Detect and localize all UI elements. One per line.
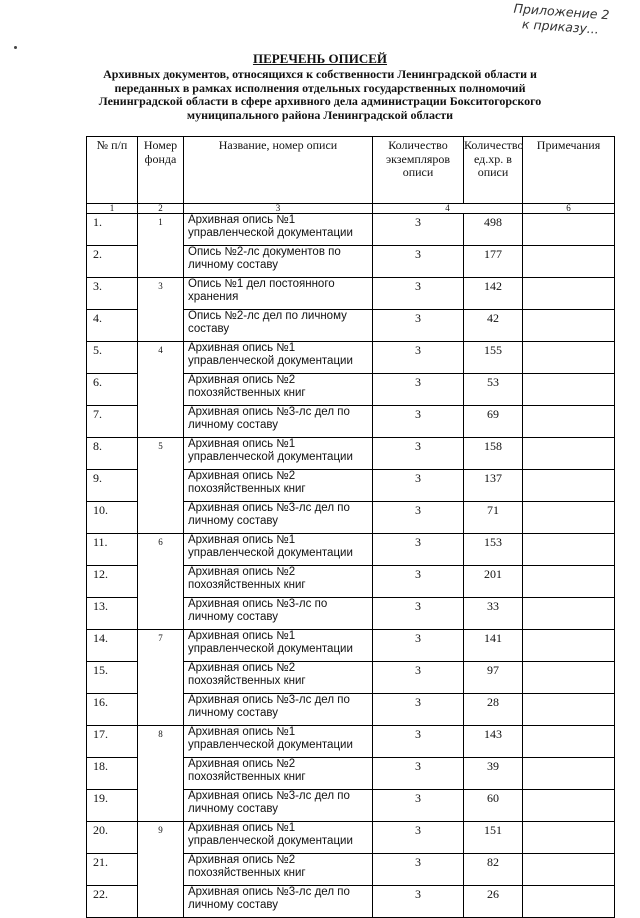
notes-cell (523, 854, 615, 886)
inventory-name: Архивная опись №1 управленческой документации (184, 342, 373, 374)
table-header-row (87, 137, 615, 204)
row-number: 9. (87, 470, 138, 502)
inventory-name: Архивная опись №1 управленческой документации (184, 214, 373, 246)
notes-cell (523, 534, 615, 566)
inventory-name: Архивная опись №1 управленческой документации (184, 630, 373, 662)
row-number: 10. (87, 502, 138, 534)
table-row (87, 726, 615, 758)
row-number: 19. (87, 790, 138, 822)
fund-number: 9 (138, 822, 184, 918)
copies-count: 3 (373, 694, 464, 726)
notes-cell (523, 694, 615, 726)
storage-units-count: 141 (464, 630, 523, 662)
copies-count: 3 (373, 726, 464, 758)
inventory-name: Опись №2-лс дел по личному составу (184, 310, 373, 342)
header-name: Название, номер описи (184, 137, 373, 204)
row-number: 2. (87, 246, 138, 278)
col-number-1: 1 (87, 204, 138, 214)
row-number: 12. (87, 566, 138, 598)
storage-units-count: 158 (464, 438, 523, 470)
copies-count: 3 (373, 822, 464, 854)
row-number: 6. (87, 374, 138, 406)
inventory-name: Архивная опись №2 похозяйственных книг (184, 758, 373, 790)
notes-cell (523, 726, 615, 758)
document-title: ПЕРЕЧЕНЬ ОПИСЕЙ (252, 51, 388, 66)
notes-cell (523, 214, 615, 246)
notes-cell (523, 822, 615, 854)
notes-cell (523, 790, 615, 822)
row-number: 7. (87, 406, 138, 438)
table-row (87, 822, 615, 854)
copies-count: 3 (373, 342, 464, 374)
fund-number: 8 (138, 726, 184, 822)
notes-cell (523, 342, 615, 374)
copies-count: 3 (373, 502, 464, 534)
fund-number: 3 (138, 278, 184, 342)
storage-units-count: 71 (464, 502, 523, 534)
notes-cell (523, 246, 615, 278)
inventory-table (86, 136, 615, 918)
note-line-2: к приказу... (521, 16, 600, 37)
row-number: 22. (87, 886, 138, 918)
fund-number: 5 (138, 438, 184, 534)
storage-units-count: 97 (464, 662, 523, 694)
copies-count: 3 (373, 470, 464, 502)
table-row (87, 438, 615, 470)
notes-cell (523, 374, 615, 406)
row-number: 3. (87, 278, 138, 310)
storage-units-count: 143 (464, 726, 523, 758)
copies-count: 3 (373, 310, 464, 342)
table-row (87, 278, 615, 310)
notes-cell (523, 438, 615, 470)
copies-count: 3 (373, 758, 464, 790)
inventory-name: Архивная опись №1 управленческой документации (184, 822, 373, 854)
inventory-name: Архивная опись №3-лс дел по личному составу (184, 886, 373, 918)
row-number: 21. (87, 854, 138, 886)
notes-cell (523, 886, 615, 918)
inventory-name: Архивная опись №2 похозяйственных книг (184, 854, 373, 886)
storage-units-count: 155 (464, 342, 523, 374)
storage-units-count: 33 (464, 598, 523, 630)
notes-cell (523, 470, 615, 502)
inventory-name: Архивная опись №2 похозяйственных книг (184, 374, 373, 406)
inventory-name: Опись №1 дел постоянного хранения (184, 278, 373, 310)
document-subtitle: Архивных документов, относящихся к собственности Ленинградской области и переданных в рамках исполнения отдельных государственных полномочий Ленинградской области в сфере архивного дела администрации Бокситогорского муниципального района Ленинградской области (98, 67, 542, 122)
inventory-name: Архивная опись №3-лс дел по личному составу (184, 694, 373, 726)
storage-units-count: 60 (464, 790, 523, 822)
col-number-4: 4 (373, 204, 523, 214)
table-row (87, 342, 615, 374)
notes-cell (523, 630, 615, 662)
row-number: 11. (87, 534, 138, 566)
storage-units-count: 28 (464, 694, 523, 726)
row-number: 14. (87, 630, 138, 662)
header-fund: Номер фонда (138, 137, 184, 204)
storage-units-count: 137 (464, 470, 523, 502)
table-row (87, 214, 615, 246)
inventory-name: Архивная опись №2 похозяйственных книг (184, 470, 373, 502)
row-number: 16. (87, 694, 138, 726)
copies-count: 3 (373, 406, 464, 438)
fund-number: 6 (138, 534, 184, 630)
inventory-name: Архивная опись №1 управленческой документации (184, 726, 373, 758)
inventory-name: Архивная опись №3-лс дел по личному составу (184, 406, 373, 438)
table-row (87, 630, 615, 662)
copies-count: 3 (373, 278, 464, 310)
inventory-name: Архивная опись №2 похозяйственных книг (184, 566, 373, 598)
header-notes: Примечания (523, 137, 615, 204)
storage-units-count: 177 (464, 246, 523, 278)
storage-units-count: 498 (464, 214, 523, 246)
copies-count: 3 (373, 630, 464, 662)
row-number: 15. (87, 662, 138, 694)
inventory-name: Архивная опись №3-лс дел по личному составу (184, 502, 373, 534)
col-number-6: 6 (523, 204, 615, 214)
copies-count: 3 (373, 790, 464, 822)
notes-cell (523, 598, 615, 630)
fund-number: 4 (138, 342, 184, 438)
storage-units-count: 26 (464, 886, 523, 918)
inventory-name: Архивная опись №3-лс дел по личному составу (184, 790, 373, 822)
copies-count: 3 (373, 246, 464, 278)
notes-cell (523, 758, 615, 790)
note-line-1: Приложение 2 (513, 0, 610, 23)
storage-units-count: 151 (464, 822, 523, 854)
row-number: 13. (87, 598, 138, 630)
storage-units-count: 69 (464, 406, 523, 438)
notes-cell (523, 406, 615, 438)
col-number-2: 2 (138, 204, 184, 214)
header-number: № п/п (87, 137, 138, 204)
storage-units-count: 201 (464, 566, 523, 598)
copies-count: 3 (373, 566, 464, 598)
col-number-3: 3 (184, 204, 373, 214)
copies-count: 3 (373, 438, 464, 470)
handwritten-note (487, 0, 635, 39)
row-number: 4. (87, 310, 138, 342)
copies-count: 3 (373, 886, 464, 918)
storage-units-count: 42 (464, 310, 523, 342)
inventory-name: Архивная опись №1 управленческой документации (184, 438, 373, 470)
notes-cell (523, 502, 615, 534)
column-number-row (87, 204, 615, 214)
storage-units-count: 82 (464, 854, 523, 886)
header-units: Количество ед.хр. в описи (464, 137, 523, 204)
row-number: 8. (87, 438, 138, 470)
row-number: 17. (87, 726, 138, 758)
row-number: 18. (87, 758, 138, 790)
copies-count: 3 (373, 374, 464, 406)
row-number: 20. (87, 822, 138, 854)
copies-count: 3 (373, 534, 464, 566)
row-number: 5. (87, 342, 138, 374)
fund-number: 1 (138, 214, 184, 278)
row-number: 1. (87, 214, 138, 246)
inventory-name: Архивная опись №3-лс по личному составу (184, 598, 373, 630)
notes-cell (523, 566, 615, 598)
copies-count: 3 (373, 214, 464, 246)
storage-units-count: 153 (464, 534, 523, 566)
inventory-name: Опись №2-лс документов по личному составу (184, 246, 373, 278)
table-row (87, 534, 615, 566)
storage-units-count: 39 (464, 758, 523, 790)
inventory-name: Архивная опись №2 похозяйственных книг (184, 662, 373, 694)
header-copies: Количество экземпляров описи (373, 137, 464, 204)
fund-number: 7 (138, 630, 184, 726)
storage-units-count: 53 (464, 374, 523, 406)
notes-cell (523, 310, 615, 342)
storage-units-count: 142 (464, 278, 523, 310)
copies-count: 3 (373, 598, 464, 630)
notes-cell (523, 662, 615, 694)
copies-count: 3 (373, 854, 464, 886)
notes-cell (523, 278, 615, 310)
margin-dot (14, 46, 17, 49)
table-body (87, 214, 615, 918)
inventory-name: Архивная опись №1 управленческой документации (184, 534, 373, 566)
copies-count: 3 (373, 662, 464, 694)
